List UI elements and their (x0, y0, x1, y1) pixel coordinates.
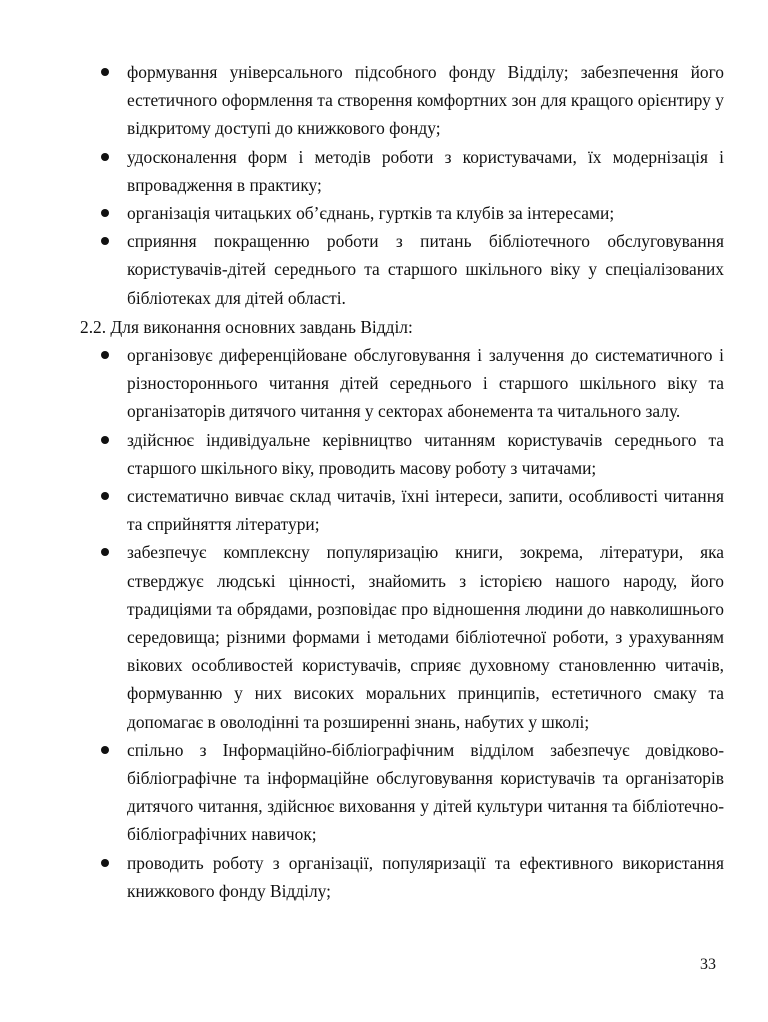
list-item (127, 736, 724, 849)
bullet-icon (101, 237, 109, 245)
list-item (127, 482, 724, 538)
bullet-icon (101, 859, 109, 867)
bullet-icon (101, 746, 109, 754)
bullet-icon (101, 153, 109, 161)
section-heading: 2.2. Для виконання основних завдань Відділ: (80, 317, 413, 337)
bullet-icon (101, 548, 109, 556)
page-number: 33 (700, 956, 716, 973)
list-item (127, 58, 724, 143)
list-item (127, 538, 724, 735)
list-item (127, 341, 724, 426)
bullet-icon (101, 436, 109, 444)
list-item-text: формування універсального підсобного фонду Відділу; забезпечення його естетичного оформлення та створення комфортних зон для кращого орієнтиру у відкритому доступі до книжкового фонду; (127, 62, 724, 139)
list-item-text: забезпечує комплексну популяризацію книги, зокрема, літератури, яка стверджує людські цінності, знайомить з історією нашого народу, його традиціями та обрядами, розповідає про відношення людини до навколишнього середовища; різними формами і методами бібліотечної роботи, з урахуванням вікових особливостей користувачів, сприяє духовному становленню читачів, формуванню у них високих моральних принципів, естетичного смаку та допомагає в оволодінні та розширенні знань, набутих у школі; (127, 542, 724, 732)
list-item-text: спільно з Інформаційно-бібліографічним відділом забезпечує довідково-бібліографічне та інформаційне обслуговування користувачів та організаторів дитячого читання, здійснює виховання у дітей культури читання та бібліотечно-бібліографічних навичок; (127, 739, 724, 845)
bullet-icon (101, 68, 109, 76)
list-item (127, 143, 724, 199)
list-item-text: удосконалення форм і методів роботи з користувачами, їх модернізація і впровадження в практику; (127, 146, 724, 195)
list-item-text: організація читацьких об’єднань, гуртків та клубів за інтересами; (127, 203, 615, 224)
list-item (127, 426, 724, 482)
list-item-text: здійснює індивідуальне керівництво читанням користувачів середнього та старшого шкільного віку, проводить масову роботу з читачами; (127, 429, 724, 478)
list-item-text: проводить роботу з організації, популяризації та ефективного використання книжкового фонду Відділу; (127, 852, 724, 901)
list-item (127, 199, 724, 227)
list-item-text: сприяння покращенню роботи з питань бібліотечного обслуговування користувачів-дітей середнього та старшого шкільного віку у спеціалізованих бібліотеках для дітей області. (127, 231, 724, 308)
bullet-list-tasks (127, 58, 724, 312)
bullet-icon (101, 492, 109, 500)
bullet-icon (101, 209, 109, 217)
bullet-list-functions (127, 341, 724, 905)
list-item-text: систематично вивчає склад читачів, їхні інтереси, запити, особливості читання та сприйняття літератури; (127, 486, 724, 535)
list-item-text: організовує диференційоване обслуговування і залучення до систематичного і різностороннього читання дітей середнього і старшого шкільного віку та організаторів дитячого читання у секторах абонемента та читального залу. (127, 345, 724, 422)
list-item (127, 227, 724, 312)
list-item (127, 849, 724, 905)
bullet-icon (101, 351, 109, 359)
